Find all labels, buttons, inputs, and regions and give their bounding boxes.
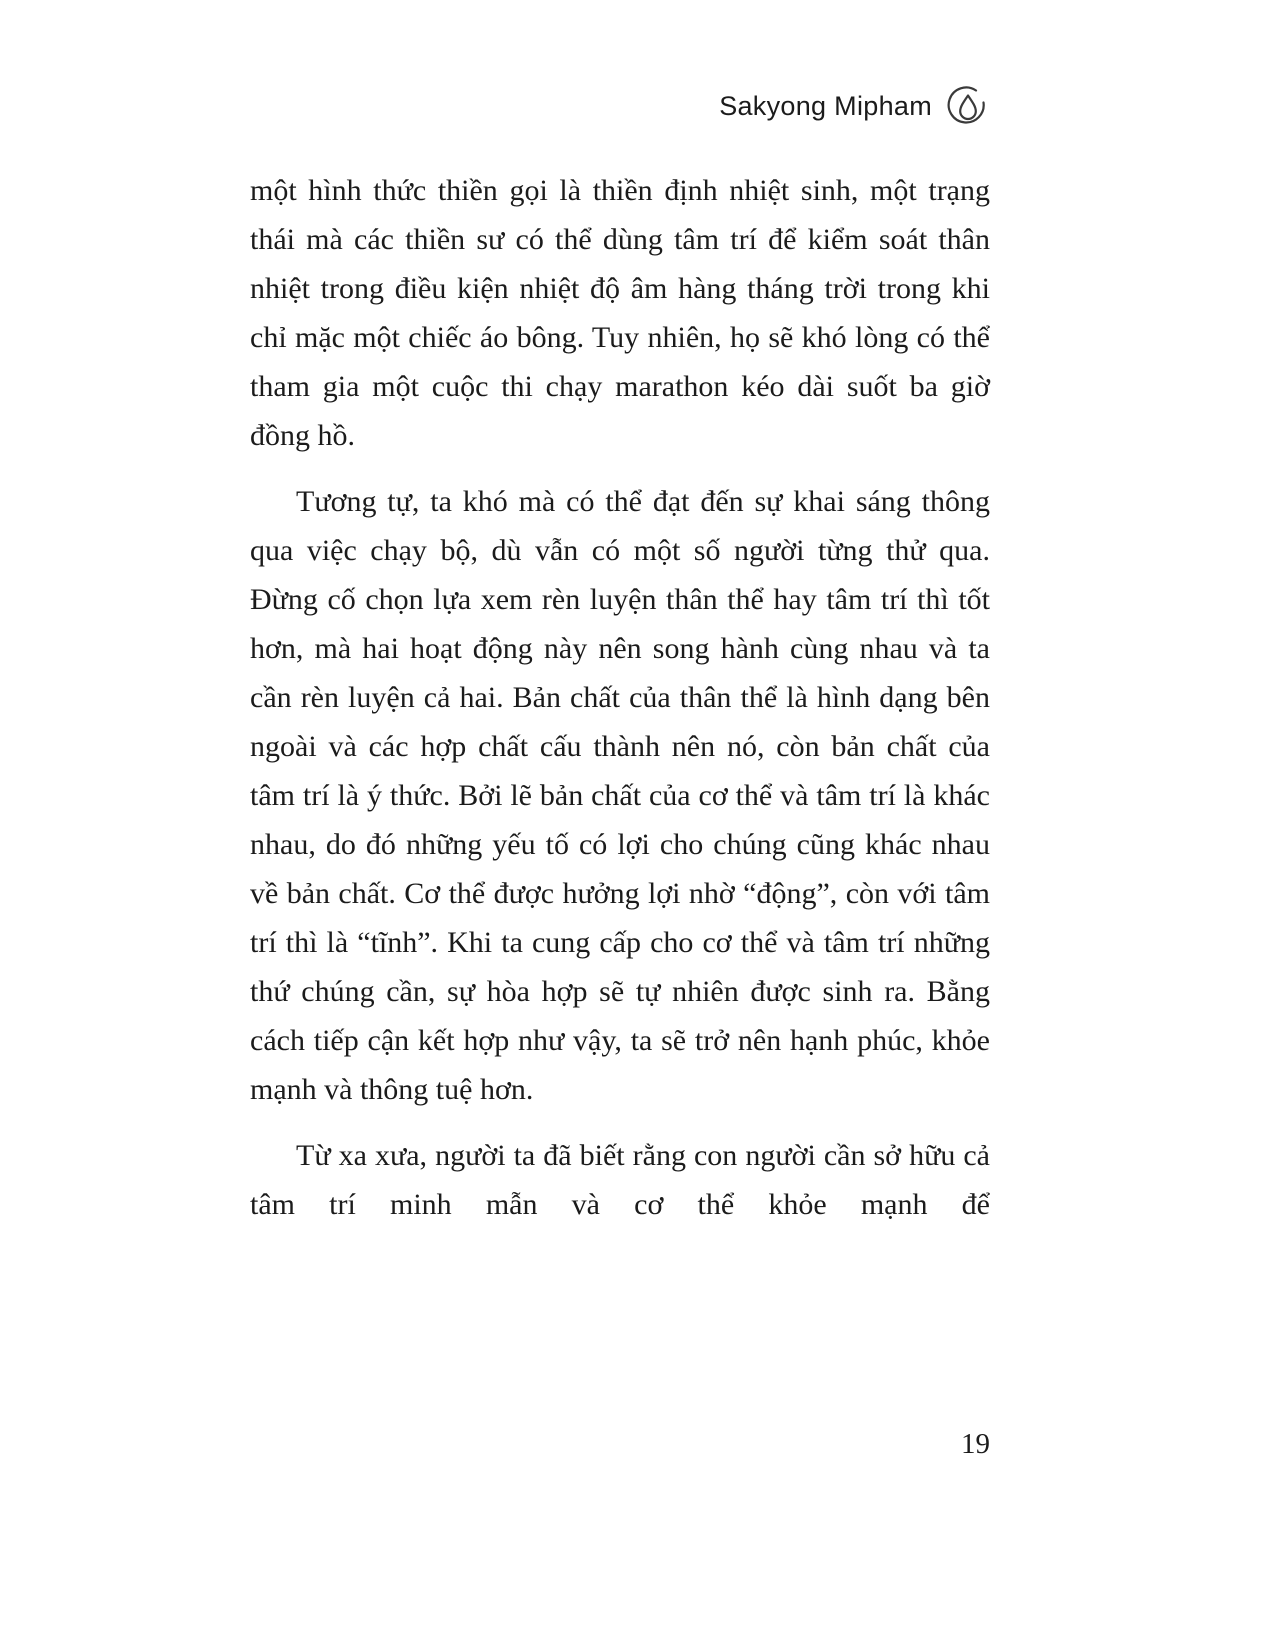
paragraph: Từ xa xưa, người ta đã biết rằng con người cần sở hữu cả tâm trí minh mẫn và cơ thể khỏe mạnh để [250,1139,990,1221]
page-footer [250,1428,990,1461]
page-number: 19 [961,1428,990,1460]
paragraph: một hình thức thiền gọi là thiền định nhiệt sinh, một trạng thái mà các thiền sư có thể dùng tâm trí để kiểm soát thân nhiệt trong điều kiện nhiệt độ âm hàng tháng trời trong khi chỉ mặc một chiếc áo bông. Tuy nhiên, họ sẽ khó lòng có thể tham gia một cuộc thi chạy marathon kéo dài suốt ba giờ đồng hồ. [250,174,990,452]
running-header [250,84,990,128]
page-body [250,166,990,1229]
page-content [250,84,990,1246]
paragraph: Tương tự, ta khó mà có thể đạt đến sự khai sáng thông qua việc chạy bộ, dù vẫn có một số người từng thử qua. Đừng cố chọn lựa xem rèn luyện thân thể hay tâm trí thì tốt hơn, mà hai hoạt động này nên song hành cùng nhau và ta cần rèn luyện cả hai. Bản chất của thân thể là hình dạng bên ngoài và các hợp chất cấu thành nên nó, còn bản chất của tâm trí là ý thức. Bởi lẽ bản chất của cơ thể và tâm trí là khác nhau, do đó những yếu tố có lợi cho chúng cũng khác nhau về bản chất. Cơ thể được hưởng lợi nhờ “động”, còn với tâm trí thì là “tĩnh”. Khi ta cung cấp cho cơ thể và tâm trí những thứ chúng cần, sự hòa hợp sẽ tự nhiên được sinh ra. Bằng cách tiếp cận kết hợp như vậy, ta sẽ trở nên hạnh phúc, khỏe mạnh và thông tuệ hơn. [250,485,990,1106]
author-name: Sakyong Mipham [719,90,932,121]
lotus-drop-icon [946,84,990,128]
